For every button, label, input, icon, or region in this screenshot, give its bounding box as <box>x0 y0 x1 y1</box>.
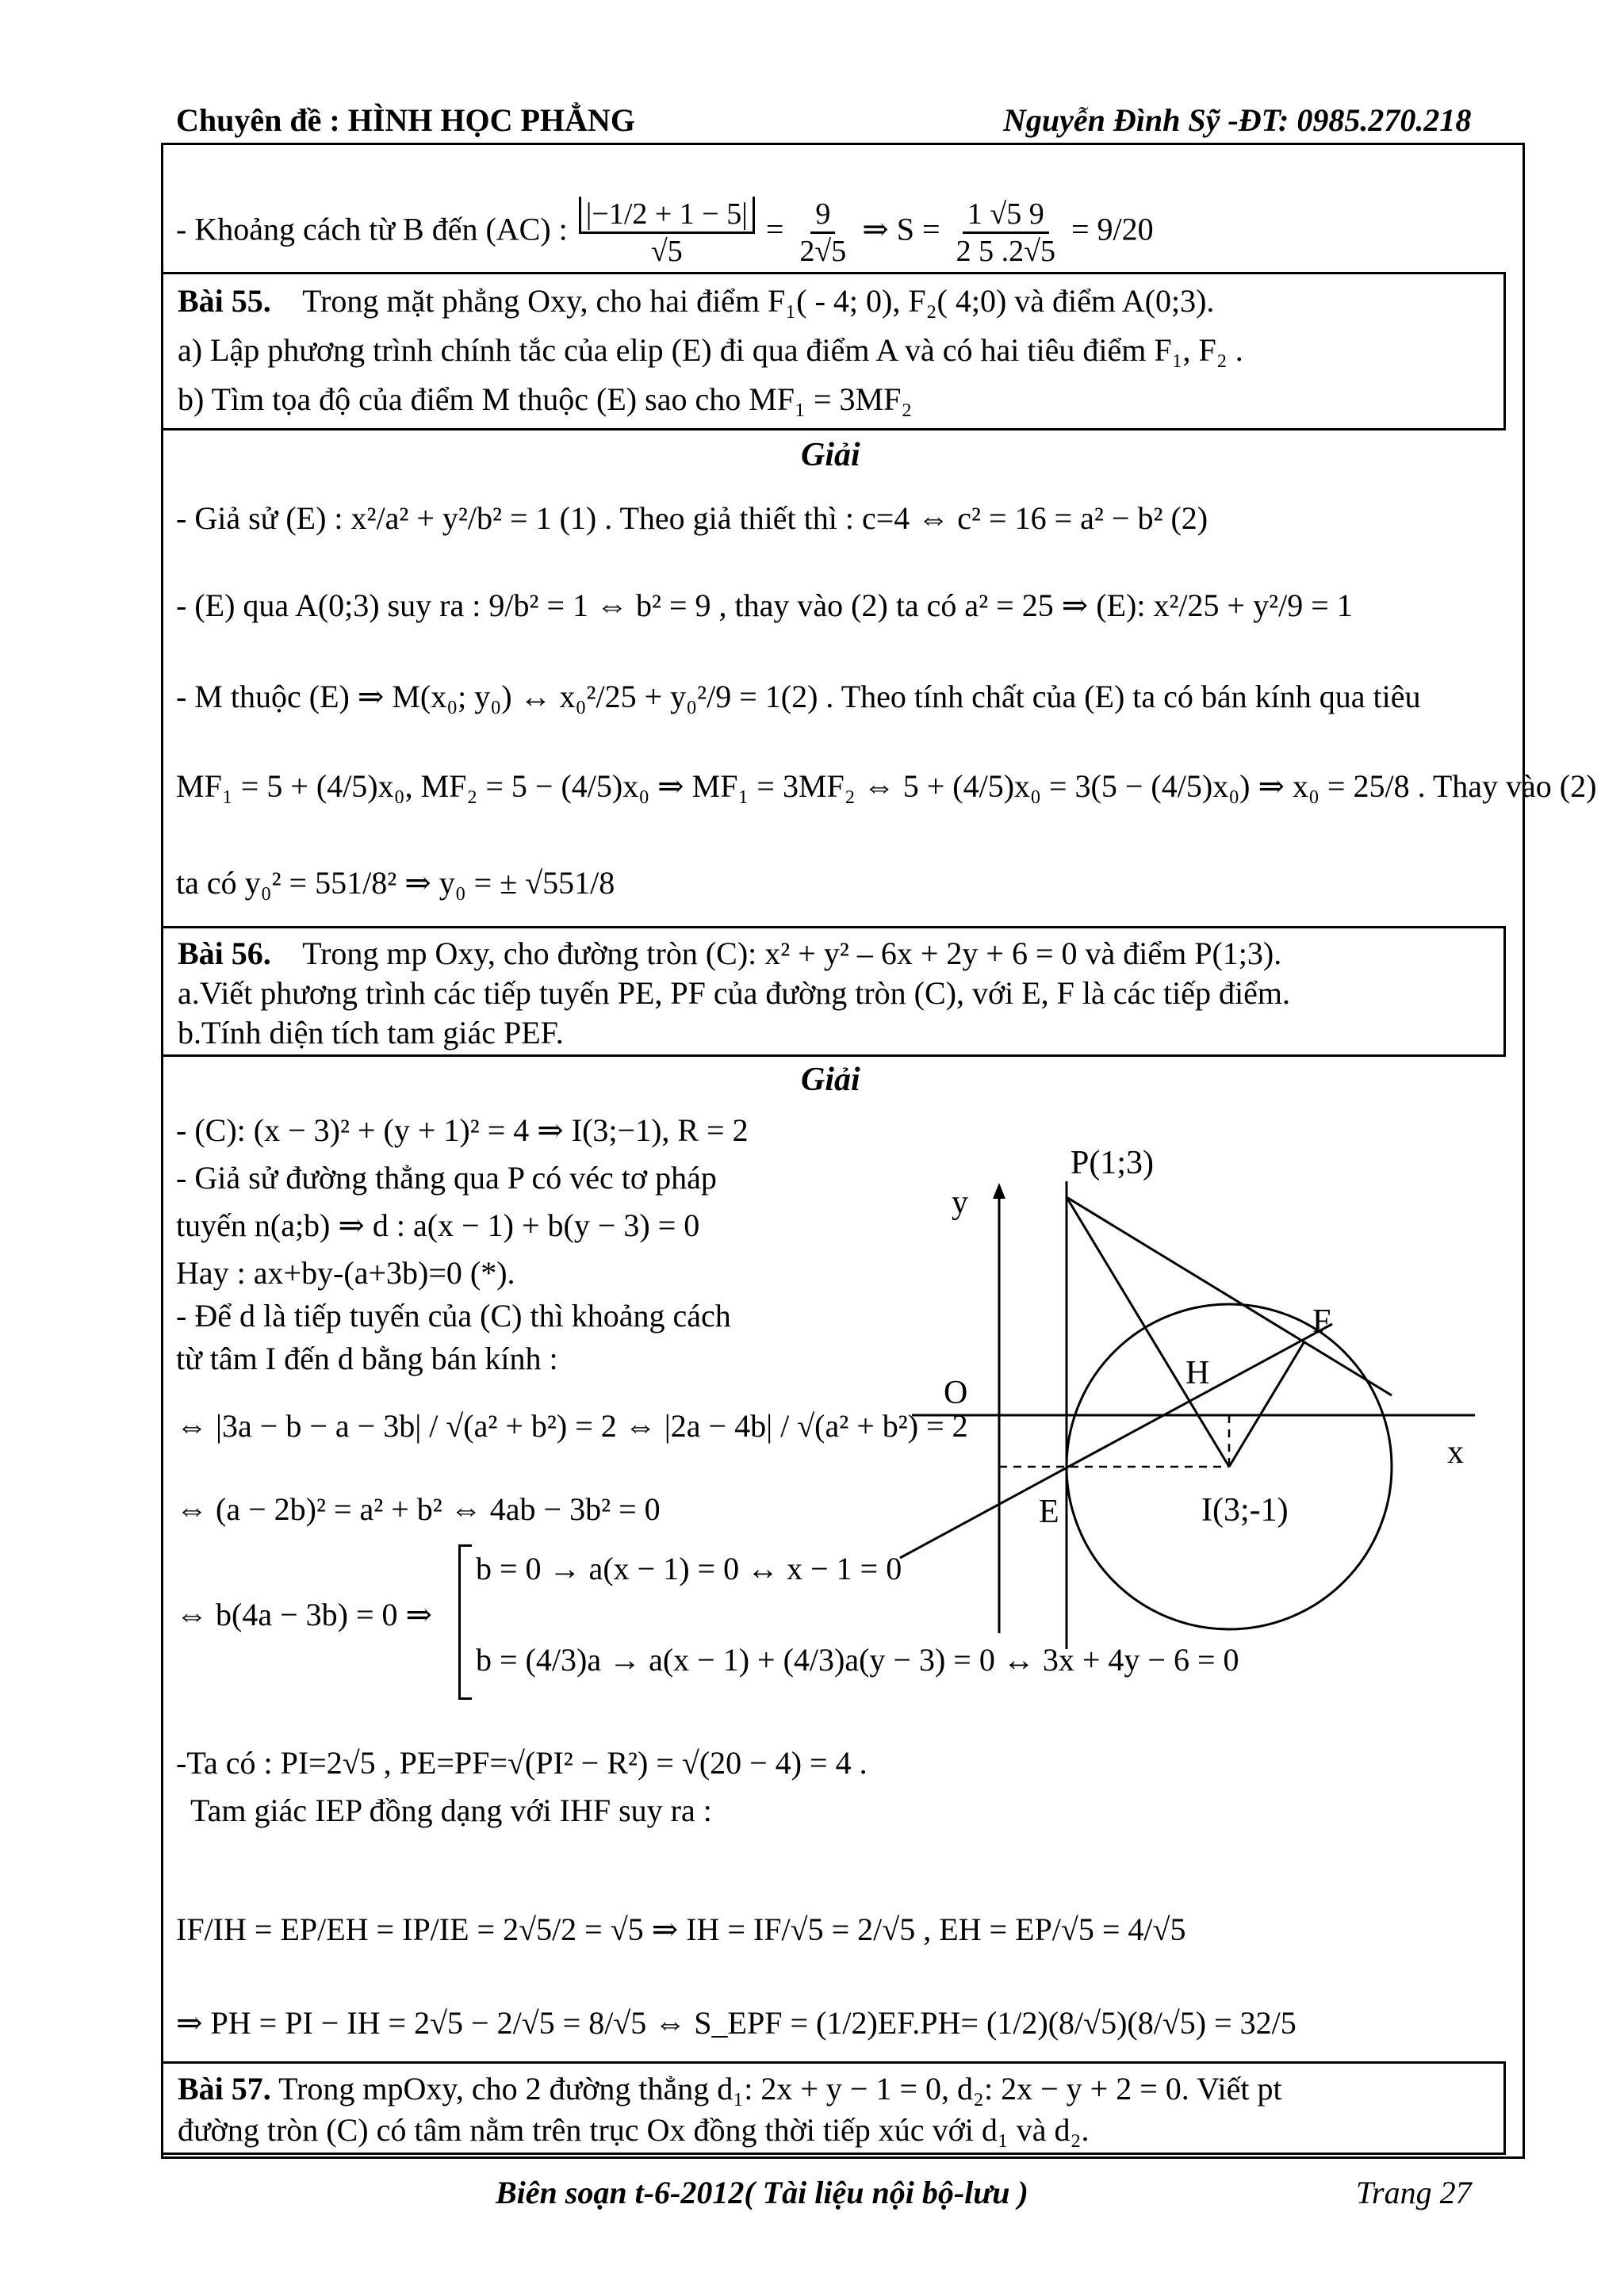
problem-55-part-b: b) Tìm tọa độ của điểm M thuộc (E) sao cho MF₁ = 3MF₂ <box>178 381 913 417</box>
solution-56-case-lead: ⇔ b(4a − 3b) = 0 ⇒ <box>176 1597 433 1632</box>
problem-57-box <box>161 2061 1506 2155</box>
problem-55-title: Bài 55. <box>178 283 271 319</box>
label-p: P(1;3) <box>1071 1145 1154 1181</box>
solution-56-line-2: - Giả sử đường thẳng qua P có véc tơ pháp <box>176 1160 717 1196</box>
problem-56-box <box>161 926 1506 1057</box>
solution-56-line-3: tuyến n(a;b) ⇒ d : a(x − 1) + b(y − 3) = 0 <box>176 1207 700 1243</box>
solution-56-line-6: từ tâm I đến d bằng bán kính : <box>176 1341 558 1376</box>
problem-56-statement: Trong mp Oxy, cho đường tròn (C): x² + y² – 6x + 2y + 6 = 0 và điểm P(1;3). <box>302 936 1282 971</box>
solution-56-line-11: Tam giác IEP đồng dạng với IHF suy ra : <box>190 1793 712 1828</box>
solution-56-line-5: - Để d là tiếp tuyến của (C) thì khoảng cách <box>176 1298 731 1334</box>
solution-56-line-10: -Ta có : PI=2√5 , PE=PF=√(PI² − R²) = √(20 − 4) = 4 . <box>176 1745 868 1781</box>
footer-source: Biên soạn t-6-2012( Tài liệu nội bộ-lưu ) <box>496 2175 1028 2210</box>
solution-56-case-1: b = 0 → a(x − 1) = 0 ↔ x − 1 = 0 <box>476 1551 902 1586</box>
label-f: F <box>1312 1303 1331 1340</box>
solution-55-line-4: MF₁ = 5 + (4/5)x₀, MF₂ = 5 − (4/5)x₀ ⇒ MF₁ = 3MF₂ ⇔ 5 + (4/5)x₀ = 3(5 − (4/5)x₀) ⇒ x₀ = 25/8 . Thay vào (2) <box>176 768 1597 804</box>
label-e: E <box>1039 1494 1059 1530</box>
case-bracket <box>458 1544 472 1700</box>
intro-line: - Khoảng cách từ B đến (AC) : $\frac{|-1/2 + 1 - 5|}{√5}$ = $\frac{9}{2√5}$ ⇒ S = $\frac{1 √5 9}{2 5 .2√5}$ = 9/20 <box>176 197 1154 268</box>
solution-55-line-2: - (E) qua A(0;3) suy ra : 9/b² = 1 ⇔ b² = 9 , thay vào (2) ta có a² = 25 ⇒ (E): x²/25 + y²/9 = 1 <box>176 587 1353 623</box>
solution-56-line-8: ⇔ (a − 2b)² = a² + b² ⇔ 4ab − 3b² = 0 <box>176 1491 661 1527</box>
solution-56-line-4: Hay : ax+by-(a+3b)=0 (*). <box>176 1255 515 1291</box>
geometry-figure <box>872 1142 1491 1712</box>
solution-55-line-1: - Giả sử (E) : x²/a² + y²/b² = 1 (1) . Theo giả thiết thì : c=4 ⇔ c² = 16 = a² − b² (2) <box>176 500 1208 536</box>
header-topic: Chuyên đề : HÌNH HỌC PHẲNG <box>176 102 635 138</box>
header-author: Nguyễn Đình Sỹ -ĐT: 0985.270.218 <box>1003 102 1472 138</box>
problem-57-statement: Trong mpOxy, cho 2 đường thẳng d₁: 2x + y − 1 = 0, d₂: 2x − y + 2 = 0. Viết pt <box>278 2071 1282 2107</box>
label-x: x <box>1447 1434 1464 1471</box>
tangent-pf <box>1067 1197 1392 1395</box>
label-o: O <box>944 1375 968 1411</box>
solution-56-line-1: - (C): (x − 3)² + (y + 1)² = 4 ⇒ I(3;−1), R = 2 <box>176 1112 749 1148</box>
solution-56-line-12: IF/IH = EP/EH = IP/IE = 2√5/2 = √5 ⇒ IH = IF/√5 = 2/√5 , EH = EP/√5 = 4/√5 <box>176 1911 1186 1947</box>
segment-pi <box>1067 1197 1229 1467</box>
solution-56-case-2: b = (4/3)a → a(x − 1) + (4/3)a(y − 3) = 0 ↔ 3x + 4y − 6 = 0 <box>476 1642 1239 1678</box>
problem-56-title: Bài 56. <box>178 936 271 971</box>
problem-55-statement: Trong mặt phẳng Oxy, cho hai điểm F₁( - 4; 0), F₂( 4;0) và điểm A(0;3). <box>302 283 1215 319</box>
problem-55-box <box>161 272 1506 430</box>
problem-56-part-b: b.Tính diện tích tam giác PEF. <box>178 1015 564 1050</box>
footer-page-number: Trang 27 <box>1356 2175 1472 2210</box>
problem-56-part-a: a.Viết phương trình các tiếp tuyến PE, PF của đường tròn (C), với E, F là các tiếp điểm. <box>178 975 1291 1011</box>
label-y: y <box>952 1184 968 1221</box>
intro-abs-numerator: |−1/2 + 1 − 5| <box>579 197 755 234</box>
solution-55-heading: Giải <box>801 437 860 473</box>
solution-56-line-13: ⇒ PH = PI − IH = 2√5 − 2/√5 = 8/√5 ⇔ S_EPF = (1/2)EF.PH= (1/2)(8/√5)(8/√5) = 32/5 <box>176 2005 1297 2041</box>
problem-57-title: Bài 57. <box>178 2071 271 2107</box>
solution-56-line-7: ⇔ |3a − b − a − 3b| / √(a² + b²) = 2 ⇔ |2a − 4b| / √(a² + b²) = 2 <box>176 1408 968 1444</box>
problem-57-line-2: đường tròn (C) có tâm nằm trên trục Ox đồng thời tiếp xúc với d₁ và d₂. <box>178 2112 1090 2148</box>
problem-55-part-a: a) Lập phương trình chính tắc của elip (E) đi qua điểm A và có hai tiêu điểm F₁, F₂ . <box>178 332 1243 368</box>
label-h: H <box>1185 1355 1210 1391</box>
label-i: I(3;-1) <box>1201 1492 1289 1529</box>
solution-56-heading: Giải <box>801 1062 860 1098</box>
y-axis-arrow <box>993 1183 1005 1199</box>
solution-55-line-3: - M thuộc (E) ⇒ M(x₀; y₀) ↔ x₀²/25 + y₀²/9 = 1(2) . Theo tính chất của (E) ta có bán kính qua tiêu <box>176 679 1421 714</box>
solution-55-line-5: ta có y₀² = 551/8² ⇒ y₀ = ± √551/8 <box>176 865 615 901</box>
